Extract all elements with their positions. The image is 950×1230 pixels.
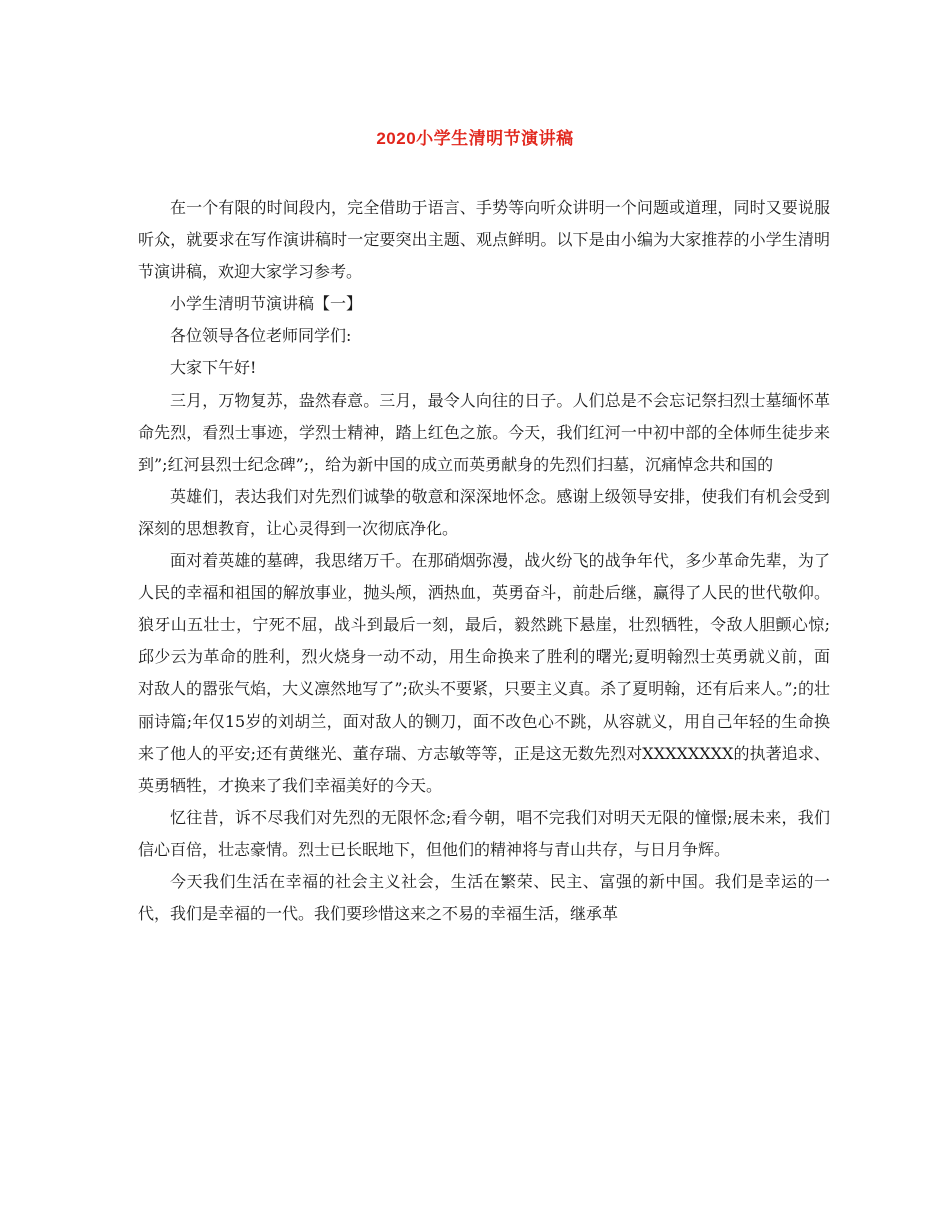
salutation: 各位领导各位老师同学们:: [170, 326, 352, 346]
body-paragraph: 面对着英雄的墓碑，我思绪万千。在那硝烟弥漫，战火纷飞的战争年代，多少革命先辈，为了人民的幸福和祖国的解放事业，抛头颅，洒热血，英勇奋斗，前赴后继，赢得了人民的世代敬仰。狼牙山五壮士，宁死不屈，战斗到最后一刻，最后，毅然跳下悬崖，壮烈牺牲，令敌人胆颤心惊;邱少云为革命的胜利，烈火烧身一动不动，用生命换来了胜利的曙光;夏明翰烈士英勇就义前，面对敌人的嚣张气焰，大义凛然地写了”;砍头不要紧，只要主义真。杀了夏明翰，还有后来人。”;的壮丽诗篇;年仅15岁的刘胡兰，面对敌人的铡刀，面不改色心不跳，从容就义，用自己年轻的生命换来了他人的平安;还有黄继光、董存瑞、方志敏等等，正是这无数先烈对XXXXXXXX的执著追求、英勇牺牲，才换来了我们幸福美好的今天。: [138, 551, 830, 795]
body-paragraph: 忆往昔，诉不尽我们对先烈的无限怀念;看今朝，唱不完我们对明天无限的憧憬;展未来，我们信心百倍，壮志豪情。烈士已长眠地下，但他们的精神将与青山共存，与日月争辉。: [138, 807, 830, 859]
body-paragraph: 今天我们生活在幸福的社会主义社会，生活在繁荣、民主、富强的新中国。我们是幸运的一代，我们是幸福的一代。我们要珍惜这来之不易的幸福生活，继承革: [138, 871, 830, 924]
document-title: 2020小学生清明节演讲稿: [376, 129, 574, 148]
greeting: 大家下午好!: [170, 358, 257, 378]
section-heading: 小学生清明节演讲稿【一】: [170, 294, 363, 314]
intro-paragraph: 在一个有限的时间段内，完全借助于语言、手势等向听众讲明一个问题或道理，同时又要说服听众，就要求在写作演讲稿时一定要突出主题、观点鲜明。以下是由小编为大家推荐的小学生清明节演讲稿，欢迎大家学习参考。: [138, 198, 830, 282]
body-paragraph: 三月，万物复苏，盎然春意。三月，最令人向往的日子。人们总是不会忘记祭扫烈士墓缅怀革命先烈，看烈士事迹，学烈士精神，踏上红色之旅。今天，我们红河一中初中部的全体师生徒步来到”;红河县烈士纪念碑”;，给为新中国的成立而英勇献身的先烈们扫墓，沉痛悼念共和国的: [138, 390, 830, 474]
body-paragraph: 英雄们，表达我们对先烈们诚挚的敬意和深深地怀念。感谢上级领导安排，使我们有机会受到深刻的思想教育，让心灵得到一次彻底净化。: [138, 486, 830, 538]
document-body: [138, 192, 830, 930]
